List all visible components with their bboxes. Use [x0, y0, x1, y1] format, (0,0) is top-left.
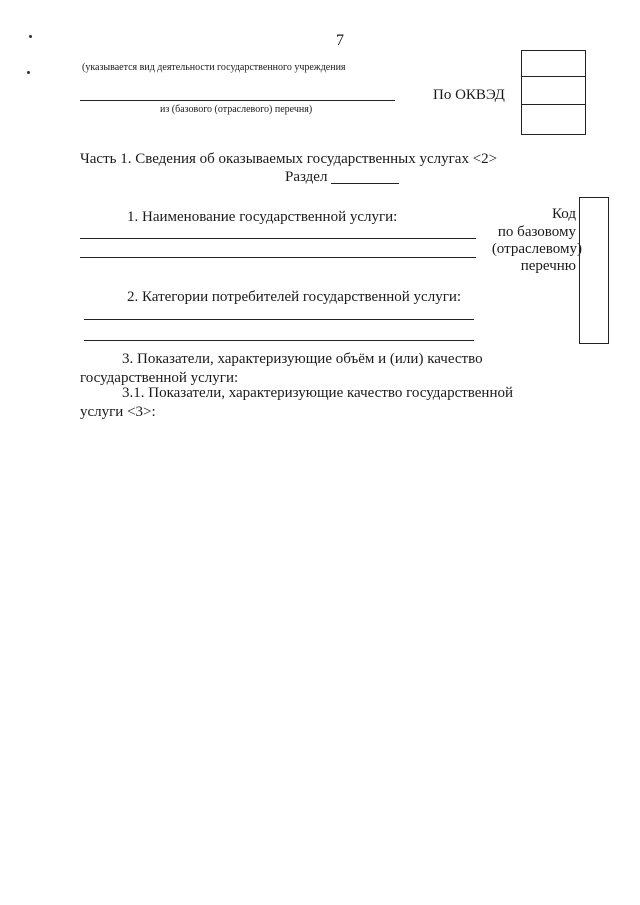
scan-speck: [29, 35, 32, 38]
consumer-categories-line-2: [84, 340, 474, 341]
okved-code-cell[interactable]: [522, 77, 585, 105]
okved-code-cell[interactable]: [522, 105, 585, 134]
section-number-line: [331, 183, 399, 184]
consumer-categories-line-1: [84, 319, 474, 320]
quality-indicators-heading-line-2: услуги <3>:: [80, 404, 156, 420]
section-label: Раздел: [285, 169, 328, 185]
part-title: Часть 1. Сведения об оказываемых государственных услугах <2>: [80, 151, 498, 167]
quality-indicators-heading-line-1: 3.1. Показатели, характеризующие качество государственной: [122, 385, 514, 401]
service-name-line-1: [80, 238, 476, 239]
consumer-categories-label: 2. Категории потребителей государственной услуги:: [127, 289, 462, 305]
service-name-label: 1. Наименование государственной услуги:: [127, 209, 398, 225]
indicators-heading-line-1: 3. Показатели, характеризующие объём и (или) качество: [122, 351, 483, 367]
code-box-label-line-1: Код: [552, 206, 576, 222]
base-list-note: из (базового (отраслевого) перечня): [160, 104, 313, 115]
indicators-heading-line-2: государственной услуги:: [80, 370, 239, 386]
code-box-label-line-4: перечню: [520, 258, 576, 274]
okved-code-cell[interactable]: [522, 51, 585, 77]
scan-speck: [27, 71, 30, 74]
page-number: 7: [336, 32, 344, 49]
okved-label: По ОКВЭД: [433, 87, 505, 103]
activity-type-line: [80, 100, 395, 101]
base-list-code-box[interactable]: [579, 197, 609, 344]
okved-code-boxes: [521, 50, 586, 135]
activity-type-note: (указывается вид деятельности государственного учреждения: [82, 62, 346, 73]
code-box-label-line-3: (отраслевому): [491, 241, 582, 257]
service-name-line-2: [80, 257, 476, 258]
code-box-label-line-2: по базовому: [497, 224, 576, 240]
